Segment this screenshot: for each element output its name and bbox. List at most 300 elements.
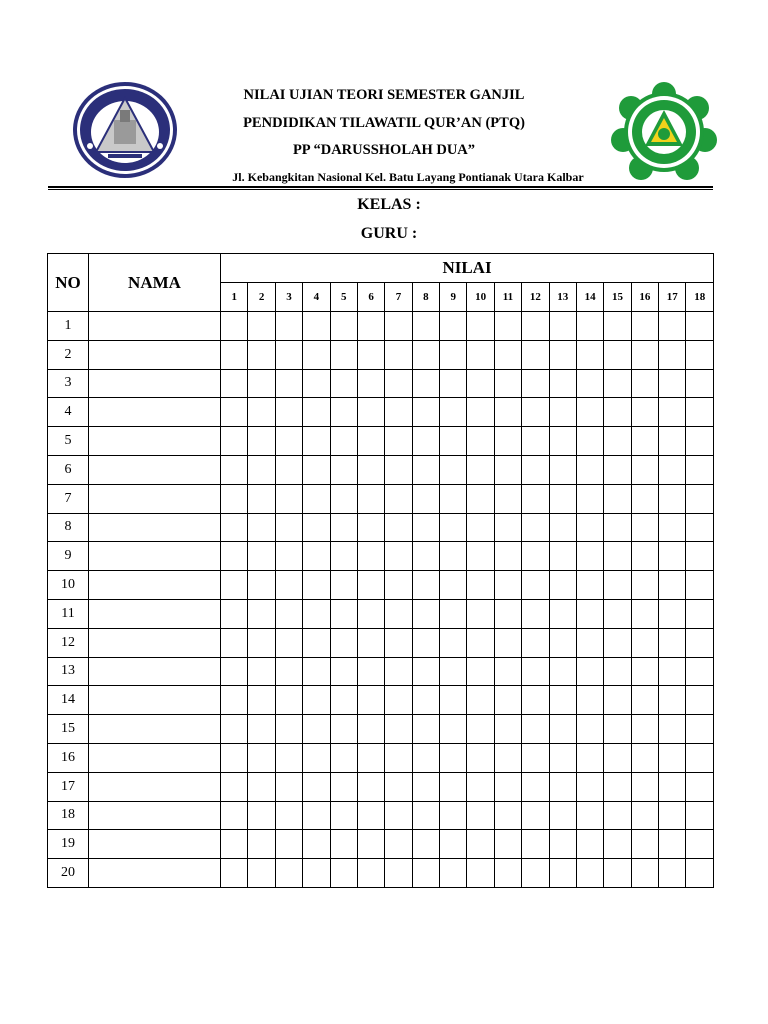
nilai-cell[interactable]	[248, 772, 275, 801]
nilai-cell[interactable]	[631, 657, 658, 686]
nilai-cell[interactable]	[659, 571, 686, 600]
nilai-cell[interactable]	[494, 859, 521, 888]
nilai-cell[interactable]	[576, 340, 603, 369]
nilai-cell[interactable]	[385, 513, 412, 542]
nilai-cell[interactable]	[549, 628, 576, 657]
nilai-cell[interactable]	[385, 657, 412, 686]
nilai-cell[interactable]	[275, 686, 302, 715]
nilai-cell[interactable]	[631, 484, 658, 513]
nilai-cell[interactable]	[659, 830, 686, 859]
nilai-cell[interactable]	[549, 484, 576, 513]
nilai-cell[interactable]	[412, 427, 439, 456]
nilai-cell[interactable]	[604, 542, 631, 571]
nilai-cell[interactable]	[467, 743, 494, 772]
nilai-cell[interactable]	[385, 830, 412, 859]
nilai-cell[interactable]	[522, 312, 549, 341]
nilai-cell[interactable]	[467, 599, 494, 628]
nilai-cell[interactable]	[494, 686, 521, 715]
nilai-cell[interactable]	[357, 513, 384, 542]
nilai-cell[interactable]	[686, 715, 714, 744]
nilai-cell[interactable]	[549, 743, 576, 772]
nilai-cell[interactable]	[275, 571, 302, 600]
nilai-cell[interactable]	[221, 859, 248, 888]
nilai-cell[interactable]	[440, 398, 467, 427]
nilai-cell[interactable]	[385, 599, 412, 628]
nilai-cell[interactable]	[248, 628, 275, 657]
nama-cell[interactable]	[89, 599, 221, 628]
nilai-cell[interactable]	[221, 340, 248, 369]
nilai-cell[interactable]	[330, 340, 357, 369]
nilai-cell[interactable]	[549, 772, 576, 801]
nilai-cell[interactable]	[631, 859, 658, 888]
nilai-cell[interactable]	[549, 859, 576, 888]
nilai-cell[interactable]	[275, 859, 302, 888]
nilai-cell[interactable]	[412, 743, 439, 772]
nilai-cell[interactable]	[440, 542, 467, 571]
nilai-cell[interactable]	[357, 801, 384, 830]
nilai-cell[interactable]	[631, 715, 658, 744]
nilai-cell[interactable]	[303, 715, 330, 744]
nilai-cell[interactable]	[494, 657, 521, 686]
nilai-cell[interactable]	[357, 657, 384, 686]
nilai-cell[interactable]	[412, 801, 439, 830]
nilai-cell[interactable]	[604, 657, 631, 686]
nilai-cell[interactable]	[604, 801, 631, 830]
nilai-cell[interactable]	[549, 801, 576, 830]
nilai-cell[interactable]	[494, 830, 521, 859]
nilai-cell[interactable]	[576, 801, 603, 830]
nilai-cell[interactable]	[303, 628, 330, 657]
nilai-cell[interactable]	[275, 455, 302, 484]
nilai-cell[interactable]	[576, 513, 603, 542]
nilai-cell[interactable]	[248, 427, 275, 456]
nilai-cell[interactable]	[604, 427, 631, 456]
nilai-cell[interactable]	[412, 455, 439, 484]
nilai-cell[interactable]	[467, 859, 494, 888]
nilai-cell[interactable]	[467, 801, 494, 830]
nilai-cell[interactable]	[357, 772, 384, 801]
nilai-cell[interactable]	[440, 743, 467, 772]
nilai-cell[interactable]	[221, 657, 248, 686]
nilai-cell[interactable]	[604, 369, 631, 398]
nilai-cell[interactable]	[275, 484, 302, 513]
nilai-cell[interactable]	[604, 715, 631, 744]
nilai-cell[interactable]	[303, 830, 330, 859]
nama-cell[interactable]	[89, 455, 221, 484]
nilai-cell[interactable]	[549, 571, 576, 600]
nilai-cell[interactable]	[522, 743, 549, 772]
nilai-cell[interactable]	[385, 484, 412, 513]
nilai-cell[interactable]	[576, 859, 603, 888]
nama-cell[interactable]	[89, 657, 221, 686]
nilai-cell[interactable]	[221, 743, 248, 772]
nilai-cell[interactable]	[549, 657, 576, 686]
nilai-cell[interactable]	[275, 340, 302, 369]
nilai-cell[interactable]	[440, 801, 467, 830]
nilai-cell[interactable]	[494, 542, 521, 571]
nilai-cell[interactable]	[659, 398, 686, 427]
nilai-cell[interactable]	[522, 398, 549, 427]
nilai-cell[interactable]	[604, 743, 631, 772]
nilai-cell[interactable]	[631, 830, 658, 859]
nilai-cell[interactable]	[467, 340, 494, 369]
nilai-cell[interactable]	[357, 542, 384, 571]
nilai-cell[interactable]	[467, 369, 494, 398]
nilai-cell[interactable]	[330, 542, 357, 571]
nilai-cell[interactable]	[686, 340, 714, 369]
nilai-cell[interactable]	[631, 455, 658, 484]
nilai-cell[interactable]	[522, 801, 549, 830]
nilai-cell[interactable]	[412, 340, 439, 369]
nilai-cell[interactable]	[549, 369, 576, 398]
nilai-cell[interactable]	[330, 743, 357, 772]
nama-cell[interactable]	[89, 686, 221, 715]
nilai-cell[interactable]	[604, 628, 631, 657]
nilai-cell[interactable]	[275, 542, 302, 571]
nilai-cell[interactable]	[357, 398, 384, 427]
nilai-cell[interactable]	[248, 513, 275, 542]
nilai-cell[interactable]	[631, 513, 658, 542]
nilai-cell[interactable]	[467, 772, 494, 801]
nilai-cell[interactable]	[330, 628, 357, 657]
nilai-cell[interactable]	[494, 513, 521, 542]
nilai-cell[interactable]	[576, 542, 603, 571]
nilai-cell[interactable]	[576, 484, 603, 513]
nilai-cell[interactable]	[440, 513, 467, 542]
nilai-cell[interactable]	[522, 484, 549, 513]
nilai-cell[interactable]	[686, 455, 714, 484]
nilai-cell[interactable]	[686, 513, 714, 542]
nilai-cell[interactable]	[221, 715, 248, 744]
nilai-cell[interactable]	[549, 599, 576, 628]
nilai-cell[interactable]	[686, 686, 714, 715]
nilai-cell[interactable]	[330, 830, 357, 859]
nilai-cell[interactable]	[303, 859, 330, 888]
nilai-cell[interactable]	[440, 859, 467, 888]
nilai-cell[interactable]	[686, 542, 714, 571]
nilai-cell[interactable]	[303, 542, 330, 571]
nilai-cell[interactable]	[248, 830, 275, 859]
nilai-cell[interactable]	[440, 312, 467, 341]
nilai-cell[interactable]	[385, 427, 412, 456]
nilai-cell[interactable]	[631, 340, 658, 369]
nilai-cell[interactable]	[248, 801, 275, 830]
nilai-cell[interactable]	[303, 398, 330, 427]
nilai-cell[interactable]	[303, 513, 330, 542]
nilai-cell[interactable]	[631, 571, 658, 600]
nilai-cell[interactable]	[549, 455, 576, 484]
nama-cell[interactable]	[89, 743, 221, 772]
nilai-cell[interactable]	[631, 599, 658, 628]
nilai-cell[interactable]	[549, 686, 576, 715]
nilai-cell[interactable]	[576, 830, 603, 859]
nilai-cell[interactable]	[440, 599, 467, 628]
nilai-cell[interactable]	[494, 571, 521, 600]
nilai-cell[interactable]	[576, 571, 603, 600]
nilai-cell[interactable]	[549, 513, 576, 542]
nilai-cell[interactable]	[522, 686, 549, 715]
nilai-cell[interactable]	[467, 484, 494, 513]
nilai-cell[interactable]	[631, 686, 658, 715]
nilai-cell[interactable]	[659, 743, 686, 772]
nama-cell[interactable]	[89, 427, 221, 456]
nilai-cell[interactable]	[248, 455, 275, 484]
nilai-cell[interactable]	[549, 312, 576, 341]
nilai-cell[interactable]	[221, 772, 248, 801]
nilai-cell[interactable]	[686, 830, 714, 859]
nilai-cell[interactable]	[275, 715, 302, 744]
nilai-cell[interactable]	[385, 455, 412, 484]
nilai-cell[interactable]	[248, 657, 275, 686]
nilai-cell[interactable]	[275, 369, 302, 398]
nilai-cell[interactable]	[659, 599, 686, 628]
nilai-cell[interactable]	[522, 599, 549, 628]
nilai-cell[interactable]	[494, 628, 521, 657]
nilai-cell[interactable]	[604, 513, 631, 542]
nilai-cell[interactable]	[604, 340, 631, 369]
nilai-cell[interactable]	[659, 542, 686, 571]
nilai-cell[interactable]	[248, 859, 275, 888]
nilai-cell[interactable]	[522, 830, 549, 859]
nilai-cell[interactable]	[385, 801, 412, 830]
nilai-cell[interactable]	[576, 398, 603, 427]
nilai-cell[interactable]	[248, 743, 275, 772]
nilai-cell[interactable]	[604, 571, 631, 600]
nilai-cell[interactable]	[303, 571, 330, 600]
nilai-cell[interactable]	[357, 743, 384, 772]
nilai-cell[interactable]	[631, 772, 658, 801]
nilai-cell[interactable]	[330, 427, 357, 456]
nilai-cell[interactable]	[357, 369, 384, 398]
nilai-cell[interactable]	[412, 542, 439, 571]
nilai-cell[interactable]	[549, 715, 576, 744]
nilai-cell[interactable]	[385, 340, 412, 369]
nilai-cell[interactable]	[440, 369, 467, 398]
nilai-cell[interactable]	[631, 398, 658, 427]
nilai-cell[interactable]	[494, 801, 521, 830]
nilai-cell[interactable]	[576, 686, 603, 715]
nilai-cell[interactable]	[357, 340, 384, 369]
nilai-cell[interactable]	[659, 657, 686, 686]
nilai-cell[interactable]	[631, 542, 658, 571]
nilai-cell[interactable]	[494, 455, 521, 484]
nilai-cell[interactable]	[248, 398, 275, 427]
nilai-cell[interactable]	[357, 571, 384, 600]
nilai-cell[interactable]	[686, 571, 714, 600]
nilai-cell[interactable]	[412, 484, 439, 513]
nilai-cell[interactable]	[357, 859, 384, 888]
nilai-cell[interactable]	[576, 455, 603, 484]
nilai-cell[interactable]	[303, 686, 330, 715]
nilai-cell[interactable]	[303, 427, 330, 456]
nilai-cell[interactable]	[686, 772, 714, 801]
nilai-cell[interactable]	[275, 599, 302, 628]
nilai-cell[interactable]	[576, 715, 603, 744]
nilai-cell[interactable]	[686, 657, 714, 686]
nilai-cell[interactable]	[576, 772, 603, 801]
nilai-cell[interactable]	[412, 628, 439, 657]
nilai-cell[interactable]	[221, 484, 248, 513]
nilai-cell[interactable]	[303, 455, 330, 484]
nilai-cell[interactable]	[604, 599, 631, 628]
nilai-cell[interactable]	[467, 686, 494, 715]
nilai-cell[interactable]	[440, 455, 467, 484]
nilai-cell[interactable]	[303, 801, 330, 830]
nilai-cell[interactable]	[303, 599, 330, 628]
nilai-cell[interactable]	[330, 455, 357, 484]
nilai-cell[interactable]	[631, 743, 658, 772]
nilai-cell[interactable]	[221, 542, 248, 571]
nilai-cell[interactable]	[467, 715, 494, 744]
nilai-cell[interactable]	[357, 455, 384, 484]
nilai-cell[interactable]	[631, 628, 658, 657]
nilai-cell[interactable]	[330, 513, 357, 542]
nilai-cell[interactable]	[576, 628, 603, 657]
nilai-cell[interactable]	[357, 599, 384, 628]
nilai-cell[interactable]	[440, 830, 467, 859]
nilai-cell[interactable]	[221, 830, 248, 859]
nilai-cell[interactable]	[494, 772, 521, 801]
nilai-cell[interactable]	[385, 743, 412, 772]
nilai-cell[interactable]	[330, 715, 357, 744]
nilai-cell[interactable]	[385, 312, 412, 341]
nilai-cell[interactable]	[357, 715, 384, 744]
nilai-cell[interactable]	[248, 542, 275, 571]
nilai-cell[interactable]	[357, 427, 384, 456]
nilai-cell[interactable]	[330, 312, 357, 341]
nilai-cell[interactable]	[385, 686, 412, 715]
nilai-cell[interactable]	[522, 455, 549, 484]
nilai-cell[interactable]	[221, 628, 248, 657]
nilai-cell[interactable]	[275, 513, 302, 542]
nama-cell[interactable]	[89, 801, 221, 830]
nilai-cell[interactable]	[385, 398, 412, 427]
nilai-cell[interactable]	[440, 628, 467, 657]
nilai-cell[interactable]	[576, 599, 603, 628]
nilai-cell[interactable]	[385, 571, 412, 600]
nilai-cell[interactable]	[686, 743, 714, 772]
nilai-cell[interactable]	[330, 571, 357, 600]
nilai-cell[interactable]	[275, 830, 302, 859]
nilai-cell[interactable]	[412, 398, 439, 427]
nilai-cell[interactable]	[467, 542, 494, 571]
nilai-cell[interactable]	[686, 628, 714, 657]
nilai-cell[interactable]	[357, 628, 384, 657]
nilai-cell[interactable]	[659, 484, 686, 513]
nilai-cell[interactable]	[659, 801, 686, 830]
nilai-cell[interactable]	[385, 542, 412, 571]
nilai-cell[interactable]	[686, 398, 714, 427]
nilai-cell[interactable]	[686, 312, 714, 341]
nilai-cell[interactable]	[275, 427, 302, 456]
nama-cell[interactable]	[89, 772, 221, 801]
nilai-cell[interactable]	[303, 340, 330, 369]
nilai-cell[interactable]	[659, 772, 686, 801]
nilai-cell[interactable]	[576, 369, 603, 398]
nilai-cell[interactable]	[357, 484, 384, 513]
nilai-cell[interactable]	[549, 340, 576, 369]
nilai-cell[interactable]	[221, 686, 248, 715]
nilai-cell[interactable]	[549, 427, 576, 456]
nilai-cell[interactable]	[631, 312, 658, 341]
nama-cell[interactable]	[89, 312, 221, 341]
nilai-cell[interactable]	[549, 830, 576, 859]
nilai-cell[interactable]	[686, 801, 714, 830]
nilai-cell[interactable]	[494, 427, 521, 456]
nama-cell[interactable]	[89, 715, 221, 744]
nilai-cell[interactable]	[631, 369, 658, 398]
nilai-cell[interactable]	[412, 830, 439, 859]
nilai-cell[interactable]	[659, 513, 686, 542]
nilai-cell[interactable]	[494, 743, 521, 772]
nilai-cell[interactable]	[221, 513, 248, 542]
nilai-cell[interactable]	[522, 340, 549, 369]
nilai-cell[interactable]	[330, 686, 357, 715]
nilai-cell[interactable]	[494, 484, 521, 513]
nilai-cell[interactable]	[412, 657, 439, 686]
nilai-cell[interactable]	[631, 801, 658, 830]
nilai-cell[interactable]	[330, 859, 357, 888]
nama-cell[interactable]	[89, 830, 221, 859]
nilai-cell[interactable]	[385, 628, 412, 657]
nilai-cell[interactable]	[248, 369, 275, 398]
nilai-cell[interactable]	[248, 599, 275, 628]
nilai-cell[interactable]	[576, 657, 603, 686]
nilai-cell[interactable]	[522, 657, 549, 686]
nilai-cell[interactable]	[221, 312, 248, 341]
nilai-cell[interactable]	[549, 542, 576, 571]
nilai-cell[interactable]	[576, 743, 603, 772]
nilai-cell[interactable]	[275, 398, 302, 427]
nama-cell[interactable]	[89, 542, 221, 571]
nilai-cell[interactable]	[330, 484, 357, 513]
nilai-cell[interactable]	[440, 340, 467, 369]
nilai-cell[interactable]	[467, 312, 494, 341]
nilai-cell[interactable]	[221, 427, 248, 456]
nilai-cell[interactable]	[275, 312, 302, 341]
nilai-cell[interactable]	[221, 801, 248, 830]
nilai-cell[interactable]	[248, 715, 275, 744]
nilai-cell[interactable]	[248, 571, 275, 600]
nilai-cell[interactable]	[385, 859, 412, 888]
nilai-cell[interactable]	[522, 772, 549, 801]
nilai-cell[interactable]	[221, 571, 248, 600]
nilai-cell[interactable]	[522, 427, 549, 456]
nilai-cell[interactable]	[659, 340, 686, 369]
nilai-cell[interactable]	[385, 369, 412, 398]
nilai-cell[interactable]	[467, 657, 494, 686]
nilai-cell[interactable]	[330, 772, 357, 801]
nilai-cell[interactable]	[221, 599, 248, 628]
nilai-cell[interactable]	[303, 772, 330, 801]
nilai-cell[interactable]	[659, 312, 686, 341]
nilai-cell[interactable]	[330, 369, 357, 398]
nilai-cell[interactable]	[604, 772, 631, 801]
nilai-cell[interactable]	[522, 859, 549, 888]
nilai-cell[interactable]	[576, 312, 603, 341]
nilai-cell[interactable]	[522, 628, 549, 657]
nama-cell[interactable]	[89, 628, 221, 657]
nilai-cell[interactable]	[357, 312, 384, 341]
nilai-cell[interactable]	[303, 657, 330, 686]
nilai-cell[interactable]	[467, 571, 494, 600]
nilai-cell[interactable]	[412, 859, 439, 888]
nama-cell[interactable]	[89, 340, 221, 369]
nilai-cell[interactable]	[440, 484, 467, 513]
nilai-cell[interactable]	[385, 772, 412, 801]
nilai-cell[interactable]	[659, 686, 686, 715]
nilai-cell[interactable]	[659, 859, 686, 888]
